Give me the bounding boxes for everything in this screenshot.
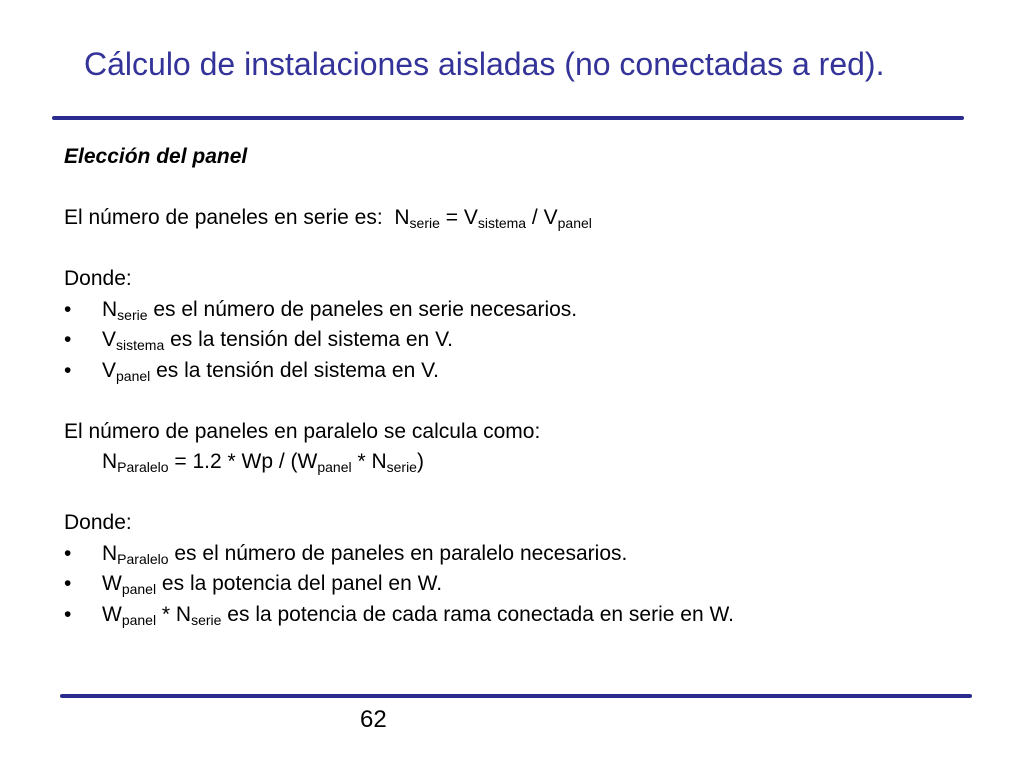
footer-divider (60, 694, 972, 698)
item-subscript-2: serie (191, 611, 222, 628)
series-formula-intro: El número de paneles en serie es: (64, 206, 383, 229)
parallel-formula-times: * N (351, 450, 387, 473)
parallel-formula-lhs: N (102, 450, 118, 473)
item-symbol: V (102, 358, 117, 382)
item-subscript: panel (121, 581, 157, 597)
parallel-formula-n-sub: serie (386, 459, 417, 475)
series-formula-b-sub: panel (557, 215, 592, 231)
list-item (64, 569, 734, 600)
parallel-formula-line (64, 447, 734, 478)
list-item (64, 356, 734, 387)
bullet-icon: • (64, 541, 72, 565)
series-formula-a: V (463, 206, 478, 229)
slide-title: Cálculo de instalaciones aisladas (no conectadas a red). (84, 46, 885, 82)
item-subscript: Paralelo (117, 550, 169, 567)
item-symbol: W (102, 572, 122, 595)
item-symbol: N (102, 297, 118, 321)
section-heading: Elección del panel (64, 145, 248, 168)
parallel-formula-mid: = 1.2 * Wp / (W (168, 450, 318, 473)
bullet-icon: • (64, 328, 72, 351)
parallel-formula-close: ) (416, 450, 424, 473)
bullet-icon: • (64, 572, 72, 595)
list-item (64, 539, 734, 570)
item-text: es el número de paneles en serie necesarios. (147, 297, 578, 321)
donde-label-2: Donde: (64, 511, 132, 534)
spacer (64, 386, 734, 417)
item-subscript: panel (116, 367, 151, 384)
item-subscript: panel (121, 611, 157, 628)
item-text: es el número de paneles en paralelo necesarios. (168, 541, 628, 565)
item-mid: * N (156, 602, 192, 626)
item-subscript: serie (117, 306, 148, 323)
bullet-icon: • (64, 602, 72, 626)
item-symbol: V (102, 328, 117, 351)
item-symbol: N (102, 541, 118, 565)
series-formula-div: / (526, 206, 544, 229)
spacer (64, 478, 734, 509)
parallel-formula-lhs-sub: Paralelo (117, 459, 169, 475)
slide-body (64, 142, 734, 630)
page-number: 62 (360, 706, 387, 733)
series-formula-a-sub: sistema (477, 215, 527, 231)
series-formula-eq: = (439, 206, 464, 229)
list-item (64, 600, 734, 631)
list-item (64, 325, 734, 356)
item-text: es la potencia de cada rama conectada en serie en W. (221, 602, 734, 626)
title-divider (52, 116, 964, 120)
item-text: es la potencia del panel en W. (156, 572, 443, 595)
series-formula-lhs-sub: serie (409, 215, 440, 231)
item-subscript: sistema (116, 337, 165, 353)
parallel-formula-intro: El número de paneles en paralelo se calcula como: (64, 419, 541, 443)
spacer (64, 173, 734, 204)
bullet-icon: • (64, 358, 72, 382)
spacer (64, 234, 734, 265)
series-formula-line (64, 203, 734, 234)
series-formula-lhs: N (394, 206, 410, 229)
item-symbol: W (102, 602, 122, 626)
donde-label-1: Donde: (64, 267, 132, 290)
series-formula-b: V (543, 206, 558, 229)
parallel-formula-w-sub: panel (317, 459, 352, 475)
item-text: es la tensión del sistema en V. (164, 328, 453, 351)
list-item (64, 295, 734, 326)
item-text: es la tensión del sistema en V. (150, 358, 440, 382)
bullet-icon: • (64, 297, 72, 321)
